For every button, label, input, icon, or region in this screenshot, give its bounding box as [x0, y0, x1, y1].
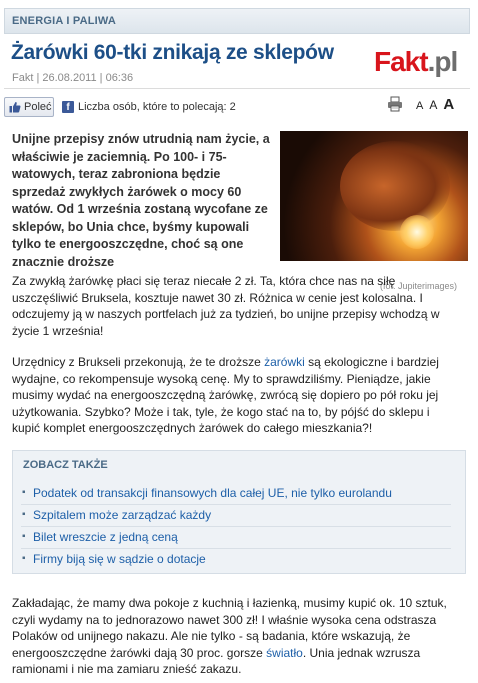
- paragraph-3-text-end: . Unia jednak wzrusza ramionami i nie ma zamiaru znieść zakazu.: [12, 645, 421, 676]
- logo-suffix: .pl: [427, 46, 458, 77]
- like-button[interactable]: [4, 97, 54, 117]
- fakt-logo[interactable]: [374, 46, 457, 78]
- photo-hand: [340, 141, 450, 231]
- see-also-list: [21, 483, 451, 571]
- logo-brand: Fakt: [374, 46, 428, 77]
- article-title: Żarówki 60-tki znikają ze sklepów: [11, 41, 334, 64]
- photo-caption: (fot. Jupiterimages): [380, 281, 458, 291]
- section-bar: [4, 8, 470, 34]
- paragraph-1: Za zwykłą żarówkę płaci się teraz niecałe 2 zł. Ta, która chce nas na siłę uszczęśliwić Bruksela, kosztuje nawet 30 zł. Różnica w cenie jest kolosalna. I odczujemy ją w naszych portfelach już za tydzień, bo unijne przepisy wchodzą w życie 1 września!: [12, 274, 440, 338]
- font-small-button[interactable]: A: [416, 100, 424, 112]
- see-also-box: [12, 450, 466, 574]
- like-count: Liczba osób, które to polecają: 2: [78, 101, 236, 113]
- paragraph-3: [12, 595, 458, 678]
- paragraph-3-text: Zakładając, że mamy dwa pokoje z kuchnią i łazienką, musimy kupić ok. 10 sztuk, czyli wydamy na to jednorazowo nawet 300 zł! I właśnie wysoka cena odstrasza Polaków od unijnego nakazu. Ale nie tylko - są badania, które wskazują, że energooszczędne żarówki dają 30 proc. gorsze: [12, 596, 447, 660]
- font-medium-button[interactable]: A: [429, 98, 438, 112]
- see-also-item[interactable]: ▪ Firmy biją się w sądzie o dotacje: [21, 549, 451, 571]
- paragraph-2: [12, 354, 452, 437]
- see-also-item[interactable]: ▪ Bilet wreszcie z jedną ceną: [21, 527, 451, 549]
- paragraph-2-text: Urzędnicy z Brukseli przekonują, że te droższe: [12, 355, 265, 369]
- article-photo: [280, 131, 468, 261]
- like-label: Poleć: [24, 101, 52, 113]
- paragraph-2-text-end: są ekologiczne i bardziej wydajne, co rekompensuje wysoką cenę. My to sprawdziliśmy. Pieniądze, jakie musimy wydać na energooszczędną żarówkę, zwrócą się dopiero po pół roku jej użytkowania. Szybko? Może i tak, tyle, że kogo stać na to, by pójść do sklepu i kupić komplet energooszczędnych żarówek do całego mieszkania?!: [12, 355, 439, 435]
- font-large-button[interactable]: A: [443, 96, 455, 113]
- facebook-icon: f: [62, 101, 74, 113]
- print-icon[interactable]: [387, 96, 403, 112]
- article-lead: Unijne przepisy znów utrudnią nam życie, a właściwie je zaciemnią. Po 100- i 75-watowych, teraz zabroniona będzie sprzedaż zwykłych żarówek o mocy 60 watów. Od 1 września zostaną wycofane ze sklepów, bo Unia chce, byśmy kupowali tylko te energooszczędne, choć są one znacznie droższe: [12, 132, 270, 269]
- bulbs-link[interactable]: żarówki: [264, 355, 305, 369]
- thumbs-up-icon: [9, 101, 21, 113]
- article-meta: Fakt | 26.08.2011 | 06:36: [12, 72, 134, 84]
- lightbulb-image: [400, 215, 434, 249]
- light-link[interactable]: światło: [266, 645, 303, 660]
- see-also-title: ZOBACZ TAKŻE: [23, 459, 108, 471]
- see-also-item[interactable]: ▪ Podatek od transakcji finansowych dla całej UE, nie tylko eurolandu: [21, 483, 451, 505]
- see-also-item[interactable]: ▪ Szpitalem może zarządzać każdy: [21, 505, 451, 527]
- section-label[interactable]: ENERGIA I PALIWA: [12, 15, 117, 27]
- divider: [4, 88, 470, 89]
- font-size-controls: [416, 96, 454, 113]
